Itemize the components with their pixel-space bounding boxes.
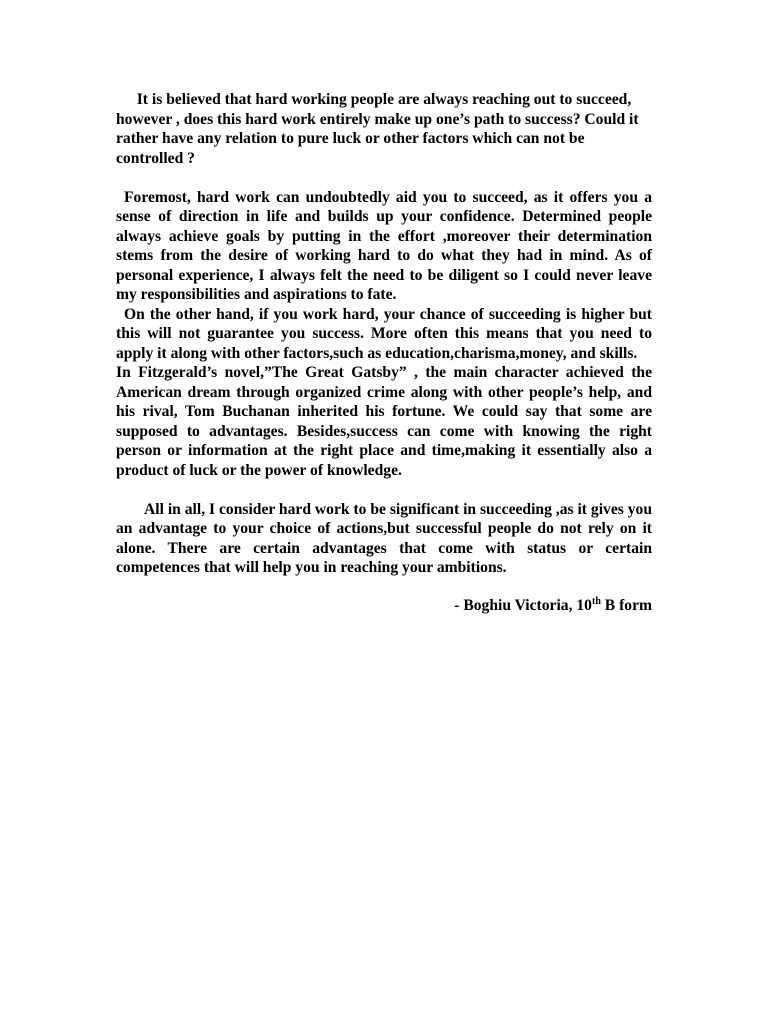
signature-form: B form	[600, 596, 652, 614]
essay-intro: however , does this hard work entirely make up one’s path to success? Could it rather have any relation to pure luck or other factors which can not be controlled ?	[116, 110, 639, 167]
signature-superscript: th	[591, 595, 601, 607]
essay-paragraph-3: In Fitzgerald’s novel,”The Great Gatsby” , the main character achieved the American dream through organized crime along with other people’s help, and his rival, Tom Buchanan inherited his fortune. We could say that some are supposed to advantages. Besides,success can come with knowing the right person or information at the right place and time,making it essentially also a product of luck or the power of knowledge.	[116, 364, 652, 479]
essay-signature	[116, 596, 652, 616]
signature-name: - Boghiu Victoria, 10	[454, 596, 592, 614]
essay-title: It is believed that hard working people are always reaching out to succeed,	[136, 91, 632, 108]
paragraph-gap	[116, 168, 652, 188]
essay-paragraph-2: On the other hand, if you work hard, your chance of succeeding is higher but this will not guarantee you success. More often this means that you need to apply it along with other factors,such as education,charisma,money, and skills.	[116, 305, 652, 362]
essay-page	[116, 90, 652, 615]
essay-paragraph-1: Foremost, hard work can undoubtedly aid you to succeed, as it offers you a sense of direction in life and builds up your confidence. Determined people always achieve goals by putting in the effort ,moreover their determination stems from the desire of working hard to do what they had in mind. As of personal experience, I always felt the need to be diligent so I could never leave my responsibilities and aspirations to fate.	[116, 188, 652, 303]
paragraph-gap	[116, 480, 652, 500]
essay-conclusion: All in all, I consider hard work to be significant in succeeding ,as it gives you an advantage to your choice of actions,but successful people do not rely on it alone. There are certain advantages that come with status or certain competences that will help you in reaching your ambitions.	[116, 500, 652, 576]
